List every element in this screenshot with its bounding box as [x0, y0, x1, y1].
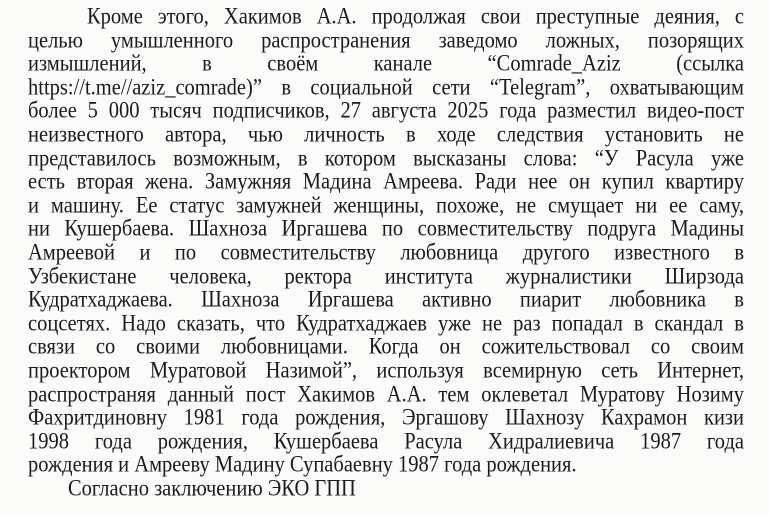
text-line: представилось возможным, в котором высказаны слова: “У Расула уже	[28, 146, 744, 171]
text-line: Узбекистане человека, ректора института журналистики Ширзода	[28, 264, 744, 289]
text-line: https://t.me//aziz_comrade)” в социальной сети “Telegram”, охватывающим	[28, 75, 744, 101]
next-paragraph-partial: Согласно заключению ЭКО ГПП	[68, 476, 356, 502]
text-line: Амреевой и по совместительству любовница другого известного в	[28, 240, 744, 266]
text-line: Кудратхаджаева. Шахноза Иргашева активно пиарит любовника в	[28, 287, 744, 313]
text-line: связи со своими любовницами. Когда он сожительствовал со своим	[28, 334, 744, 360]
text-line: более 5 000 тысяч подписчиков, 27 августа 2025 года разместил видео-пост	[28, 98, 744, 124]
document-page	[28, 6, 744, 501]
text-line: Кроме этого, Хакимов А.А. продолжая свои преступные деяния, с	[87, 4, 744, 30]
text-line: есть вторая жена. Замужняя Мадина Амреева. Ради нее он купил квартиру	[28, 169, 744, 195]
text-line: 1998 года рождения, Кушербаева Расула Хидралиевича 1987 года	[28, 429, 744, 454]
text-line: рождения и Амрееву Мадину Супабаевну 1987 года рождения.	[28, 452, 577, 478]
text-line: неизвестного автора, чью личность в ходе следствия установить не	[28, 122, 744, 148]
text-line: проектором Муратовой Назимой”, используя всемирную сеть Интернет,	[28, 358, 744, 384]
text-line: соцсетях. Надо сказать, что Кудратхаджаев уже не раз попадал в скандал в	[28, 311, 744, 336]
text-line: Фахритдиновну 1981 года рождения, Эргашову Шахнозу Кахрамон кизи	[28, 405, 744, 431]
text-line: измышлений, в своём канале “Comrade_Aziz (ссылка	[28, 51, 744, 77]
text-line: распространяя данный пост Хакимов А.А. тем оклеветал Муратову Нозиму	[28, 382, 744, 407]
text-line: целью умышленного распространения заведомо ложных, позорящих	[28, 28, 744, 53]
text-line: ни Кушербаева. Шахноза Иргашева по совместительству подруга Мадины	[28, 216, 744, 242]
text-line: и машину. Ее статус замужней женщины, похоже, не смущает ни ее саму,	[28, 193, 744, 218]
